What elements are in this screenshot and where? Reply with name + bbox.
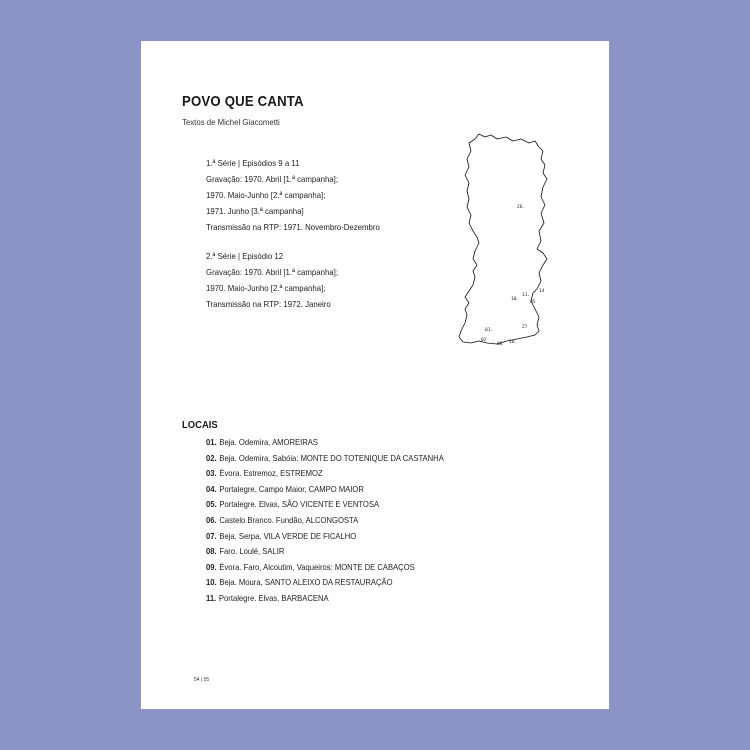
page-number: 54 | 55 xyxy=(194,677,210,683)
locais-number: 09. xyxy=(206,561,217,572)
map-label-10: 10. xyxy=(511,297,520,302)
series-2-broadcast: Transmissão na RTP: 1972. Janeiro xyxy=(206,299,331,309)
map-label-05: 05 xyxy=(530,300,536,305)
series-2-recording-1: Gravação: 1970. Abril [1.ª campanha]; xyxy=(206,267,339,277)
list-item xyxy=(206,435,444,451)
series-1-recording-1: Gravação: 1970. Abril [1.ª campanha]; xyxy=(206,174,339,184)
map-label-27: 27 xyxy=(522,325,528,330)
map-label-01: 01. xyxy=(485,328,494,333)
locais-number: 07. xyxy=(206,530,217,541)
page-subtitle: Textos de Michel Giacometti xyxy=(182,117,280,127)
locais-text: Beja. Odemira, AMOREIRAS xyxy=(219,437,318,447)
list-item xyxy=(206,513,444,529)
book-page xyxy=(141,41,609,709)
list-item xyxy=(206,560,444,576)
locais-text: Beja. Odemira, Sabóia: MONTE DO TOTENIQUE DA CASTANHA xyxy=(219,452,444,463)
locais-number: 04. xyxy=(206,483,217,494)
portugal-map xyxy=(451,131,561,346)
list-item xyxy=(206,451,444,467)
series-1-info xyxy=(206,155,380,235)
list-item xyxy=(206,482,444,498)
series-2-info xyxy=(206,248,338,312)
locais-number: 02. xyxy=(206,452,217,463)
locais-number: 10. xyxy=(206,577,217,588)
map-label-08: 08 xyxy=(497,342,503,346)
locais-text: Faro. Loulé, SALIR xyxy=(219,546,285,557)
series-1-recording-3: 1971. Junho [3.ª campanha] xyxy=(206,206,304,216)
series-2-recording-2: 1970. Maio-Junho [2.ª campanha]; xyxy=(206,283,326,293)
series-1-recording-2: 1970. Maio-Junho [2.ª campanha]; xyxy=(206,190,326,200)
locais-number: 05. xyxy=(206,499,217,510)
map-label-26: 26. xyxy=(517,205,526,210)
series-1-heading: 1.ª Série | Episódios 9 a 11 xyxy=(206,158,300,168)
locais-list xyxy=(206,435,470,607)
list-item xyxy=(206,497,444,513)
list-item xyxy=(206,466,444,482)
locais-number: 06. xyxy=(206,514,217,525)
series-2-heading: 2.ª Série | Episódio 12 xyxy=(206,251,284,261)
locais-heading: LOCAIS xyxy=(182,419,218,431)
list-item xyxy=(206,591,444,607)
locais-text: Évora. Estremoz, ESTREMOZ xyxy=(219,468,323,479)
locais-text: Beja. Moura, SANTO ALEIXO DA RESTAURAÇÃO xyxy=(219,577,393,588)
locais-number: 11. xyxy=(206,592,217,603)
locais-number: 03. xyxy=(206,468,217,479)
map-label-02: 02 xyxy=(481,338,487,343)
list-item xyxy=(206,575,444,591)
locais-text: Portalegre. Campo Maior, CAMPO MAIOR xyxy=(219,483,364,494)
locais-text: Portalegre. Elvas, BARBACENA xyxy=(218,592,329,603)
locais-text: Portalegre. Elvas, SÃO VICENTE E VENTOSA xyxy=(219,499,380,510)
locais-text: Castelo Branco. Fundão, ALCONGOSTA xyxy=(219,514,359,525)
locais-text: Évora. Faro, Alcoutim, Vaqueiros: MONTE DE CABAÇOS xyxy=(219,561,415,572)
map-label-18: 18. xyxy=(509,340,518,345)
locais-number: 08. xyxy=(206,546,217,557)
map-label-14: 14 xyxy=(539,289,545,294)
locais-text: Beja. Serpa, VILA VERDE DE FICALHO xyxy=(219,530,357,541)
map-label-11: 11. xyxy=(522,293,531,298)
portugal-outline xyxy=(459,134,547,344)
list-item xyxy=(206,544,444,560)
page-title: POVO QUE CANTA xyxy=(182,93,304,110)
list-item xyxy=(206,529,444,545)
locais-number: 01. xyxy=(206,437,217,447)
series-1-broadcast: Transmissão na RTP: 1971. Novembro-Dezembro xyxy=(206,222,380,232)
